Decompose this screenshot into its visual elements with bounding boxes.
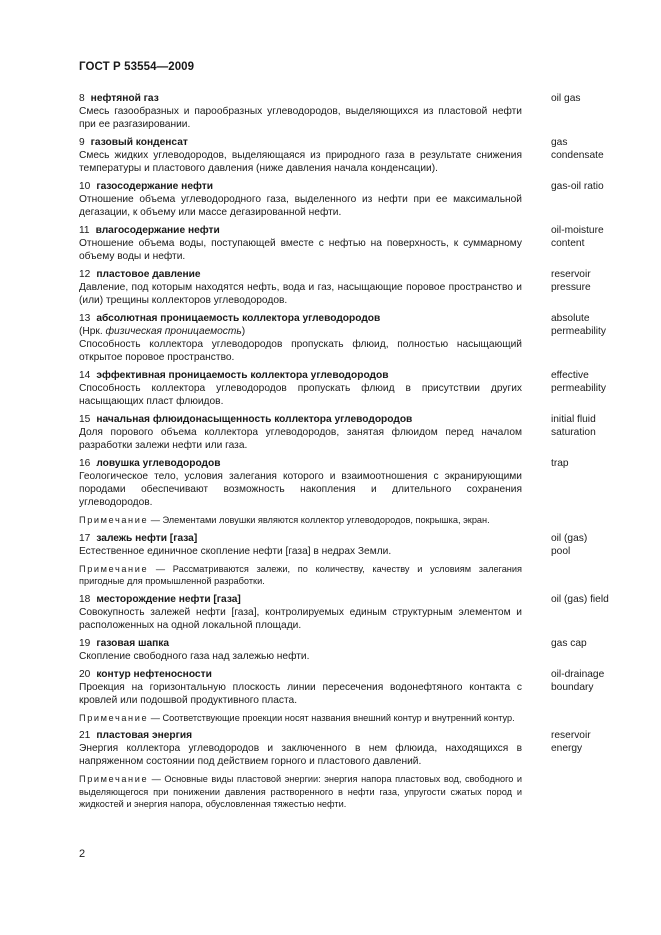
term-entry [79,180,619,219]
term-entry [79,268,619,307]
term-body [79,312,522,364]
term-definition: Доля порового объема коллектора углеводородов, занятая флюидом перед началом разработки залежи нефти или газа. [79,427,522,451]
term-title: начальная флюидонасыщенность коллектора углеводородов [96,414,413,425]
term-body [79,92,522,131]
term-body [79,224,522,263]
term-number: 10 [79,181,91,192]
term-number: 9 [79,137,85,148]
note-label: Примечание [79,774,149,784]
term-definition: Давление, под которым находятся нефть, вода и газ, насыщающие поровое пространство и (или) трещины коллекторов углеводородов. [79,282,522,306]
synonym-suffix: ) [241,326,246,337]
term-heading [79,413,522,426]
synonym-text: физическая проницаемость [105,326,242,337]
term-body [79,532,522,558]
english-equivalent: oil gas [551,93,581,104]
english-equivalent: oil-drainage boundary [551,668,605,693]
term-entry [79,593,619,632]
term-definition: Совокупность залежей нефти [газа], контролируемых единым структурным элементом и расположенных на одной локальной площади. [79,606,522,631]
term-definition: Геологическое тело, условия залегания которого и взаимоотношения с экранирующими породами обеспечивают возможность накопления и длительного сохранения углеводородов. [79,471,522,508]
term-title: пластовое давление [96,269,201,280]
english-equivalent: reservoir pressure [551,269,591,293]
note-text: — Элементами ловушки являются коллектор углеводородов, покрышка, экран. [150,515,490,525]
term-entry [79,369,619,408]
term-heading [79,224,522,237]
term-title: пластовая энергия [96,730,193,741]
term-body [79,729,522,768]
term-entry [79,457,619,527]
term-entry [79,532,619,588]
term-body [79,413,522,452]
english-equivalent: gas condensate [551,137,604,161]
terms-list [79,92,619,816]
english-equivalent: absolute permeability [551,313,606,337]
document-header: ГОСТ Р 53554—2009 [79,61,195,73]
term-definition: Энергия коллектора углеводородов и заключенного в нем флюида, находящихся в напряженном состоянии под действием горного и пластового давлений. [79,743,522,767]
term-number: 19 [79,637,91,649]
term-number: 14 [79,370,91,381]
term-definition: Способность коллектора углеводородов пропускать флюид, полностью насыщающий открытое поровое пространство. [79,339,522,363]
term-synonym [79,325,522,338]
term-heading [79,729,522,742]
term-title: газовый конденсат [90,137,188,148]
term-heading [79,668,522,681]
term-title: влагосодержание нефти [95,225,220,236]
term-title: контур нефтеносности [96,668,212,680]
term-note [79,563,522,588]
term-number: 18 [79,593,91,605]
term-definition: Проекция на горизонтальную плоскость линии пересечения водонефтяного контакта с кровлей или подошвой продуктивного пласта. [79,681,522,706]
term-body [79,180,522,219]
term-entry [79,413,619,452]
term-entry [79,92,619,131]
english-equivalent: initial fluid saturation [551,414,596,438]
term-title: абсолютная проницаемость коллектора углеводородов [96,313,381,324]
term-entry [79,668,619,725]
term-heading [79,593,522,606]
note-text: — Соответствующие проекции носят названия внешний контур и внутренний контур. [150,712,515,723]
term-heading [79,637,522,650]
synonym-prefix: (Нрк. [79,326,106,337]
note-label: Примечание [79,515,149,525]
term-heading [79,180,522,193]
term-heading [79,312,522,325]
term-number: 8 [79,93,85,104]
term-entry [79,224,619,263]
term-definition: Отношение объема углеводородного газа, выделенного из нефти при ее максимальной дегазации, к объему или массе дегазированной нефти. [79,194,522,218]
term-note [79,712,522,725]
english-equivalent: oil (gas) field [551,593,609,605]
term-body [79,668,522,707]
english-equivalent: gas cap [551,637,587,649]
term-body [79,268,522,307]
term-heading [79,457,522,470]
term-number: 20 [79,668,91,680]
english-equivalent: trap [551,458,569,469]
term-entry [79,312,619,364]
term-entry [79,637,619,663]
term-definition: Смесь жидких углеводородов, выделяющаяся из природного газа в результате снижения температуры и пластового давления (ниже давления начала конденсации). [79,150,522,174]
term-entry [79,729,619,811]
term-body [79,593,522,632]
term-number: 12 [79,269,91,280]
english-equivalent: oil-moisture content [551,225,604,249]
term-definition: Отношение объема воды, поступающей вместе с нефтью на поверхность, к суммарному объему воды и нефти. [79,238,522,262]
term-heading [79,532,522,545]
term-entry [79,136,619,175]
term-title: залежь нефти [газа] [96,532,198,544]
term-number: 15 [79,414,91,425]
term-number: 13 [79,313,91,324]
term-definition: Скопление свободного газа над залежью нефти. [79,650,310,662]
term-body [79,457,522,509]
page-number: 2 [79,848,86,860]
term-heading [79,268,522,281]
term-title: эффективная проницаемость коллектора углеводородов [96,370,389,381]
term-title: месторождение нефти [газа] [96,593,241,605]
term-title: газовая шапка [96,637,170,649]
term-number: 16 [79,458,91,469]
term-number: 11 [79,225,90,236]
note-text: — Основные виды пластовой энергии: энергия напора пластовых вод, свободного и выделяющегося при понижении давления растворенного в нефти газа, упругости сжатых пород и жидкостей и энергия напора, обусловленная тяжестью нефти. [79,774,522,809]
term-body [79,369,522,408]
english-equivalent: gas-oil ratio [551,181,604,192]
term-body [79,136,522,175]
term-title: газосодержание нефти [96,181,214,192]
term-title: нефтяной газ [90,93,159,104]
english-equivalent: oil (gas) pool [551,532,588,557]
term-body [79,637,522,663]
english-equivalent: reservoir energy [551,730,591,754]
note-label: Примечание [79,563,149,574]
term-note [79,773,522,811]
term-number: 17 [79,532,91,544]
term-number: 21 [79,730,91,741]
note-text: — Рассматриваются залежи, по количеству, качеству и условиям залегания пригодные для промышленной разработки. [79,563,522,586]
term-definition: Способность коллектора углеводородов пропускать флюид в присутствии других насыщающих пласт флюидов. [79,383,522,407]
term-note [79,514,522,527]
term-heading [79,92,522,105]
term-heading [79,369,522,382]
english-equivalent: effective permeability [551,370,606,394]
term-heading [79,136,522,149]
term-definition: Смесь газообразных и парообразных углеводородов, выделяющихся из пластовой нефти при ее разгазировании. [79,106,522,130]
term-title: ловушка углеводородов [96,458,221,469]
note-label: Примечание [79,712,149,723]
term-definition: Естественное единичное скопление нефти [газа] в недрах Земли. [79,545,392,557]
